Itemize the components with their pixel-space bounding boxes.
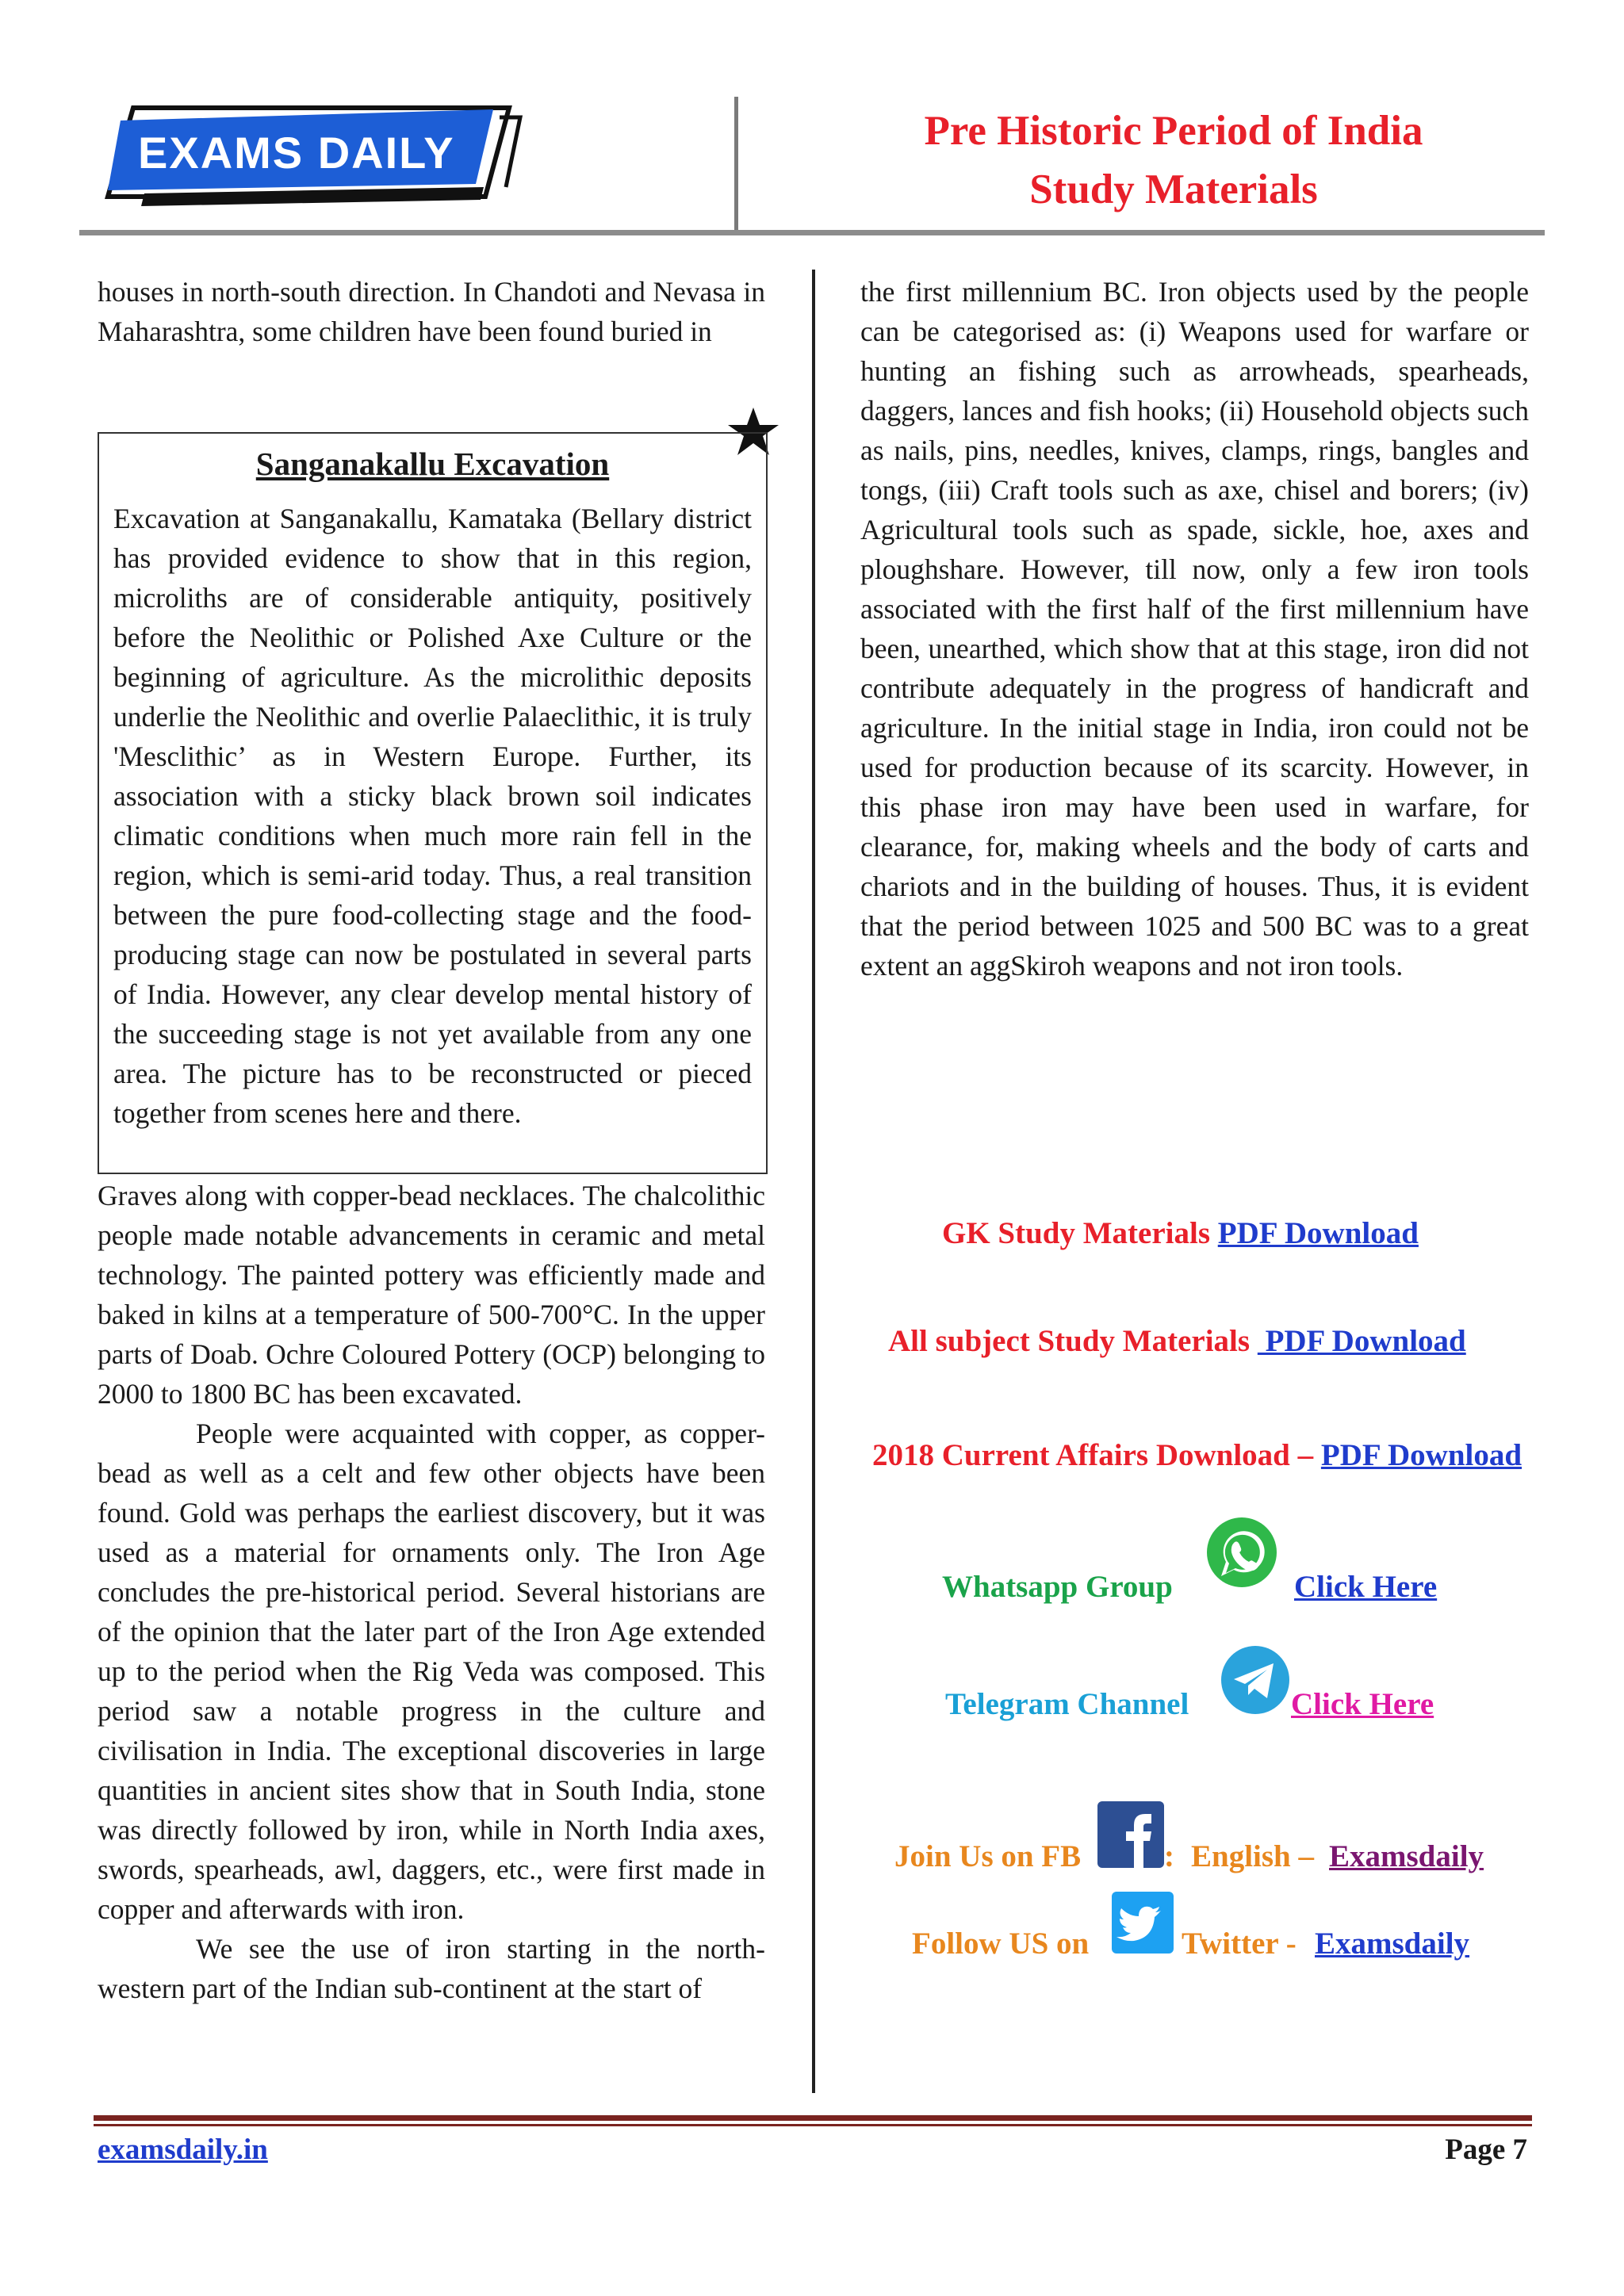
whatsapp-click-link[interactable]: Click Here [1294,1570,1438,1604]
exams-daily-logo[interactable] [97,100,525,217]
footer-site-link[interactable]: examsdaily.in [98,2133,268,2166]
title-line-2: Study Materials [1029,166,1318,212]
right-body [860,272,1529,985]
gk-pdf-link[interactable]: PDF Download [1217,1216,1419,1250]
twitter-icon[interactable] [1112,1892,1174,1954]
gk-label: GK Study Materials [942,1216,1210,1250]
left-paragraph-1: Graves along with copper-bead necklaces. The chalcolithic people made notable advancements in ceramic and metal technology. The painted pottery was efficiently made and baked in kilns at a temperature of 500-700°C. In the upper parts of Doab. Ochre Coloured Pottery (OCP) belonging to 2000 to 1800 BC has been excavated. [98,1180,765,1410]
all-subject-label: All subject Study Materials [888,1324,1251,1358]
left-intro [98,272,765,351]
all-subject-promo [888,1319,1466,1364]
column-divider [812,270,815,2093]
left-paragraph-3: We see the use of iron starting in the north-western part of the Indian sub-continent at the start of [98,1933,765,2004]
title-line-1: Pre Historic Period of India [924,108,1423,154]
footer-rule [94,2115,1532,2121]
telegram-link-wrap [1291,1682,1434,1727]
twitter-examsdaily-link[interactable]: Examsdaily [1315,1927,1470,1961]
left-paragraph-2: People were acquainted with copper, as copper-bead as well as a celt and few other objects have been found. Gold was perhaps the earliest discovery, but it was used as a material for ornaments only. The Iron Age concludes the pre-historical period. Several historians are of the opinion that the later part of the Iron Age extended up to the period when the Rig Veda was composed. This period saw a notable progress in the culture and civilisation in India. The exceptional discoveries in large quantities in ancient sites show that in South India, stone was directly followed by iron, while in North India axes, swords, spearheads, awl, daggers, etc., were first made in copper and afterwards with iron. [98,1418,765,1925]
logo-text: EXAMS DAILY [138,128,455,178]
footer-rule-thin [94,2124,1532,2126]
left-body [98,1176,765,2008]
twitter-link-wrap [1315,1922,1469,1966]
fb-examsdaily-link[interactable]: Examsdaily [1329,1839,1484,1873]
twitter-text: Twitter - [1182,1927,1297,1961]
gk-promo [942,1211,1419,1256]
header-rule [79,230,1545,235]
twitter-label: Follow US on [912,1927,1090,1961]
fb-english-label: English – [1191,1839,1314,1873]
telegram-icon[interactable] [1220,1644,1291,1716]
whatsapp-icon[interactable] [1205,1516,1278,1589]
fb-separator: : [1164,1839,1174,1873]
facebook-icon[interactable] [1097,1801,1164,1868]
whatsapp-link-wrap [1294,1565,1437,1609]
current-affairs-label: 2018 Current Affairs Download – [872,1438,1314,1472]
left-intro-text: houses in north-south direction. In Chandoti and Nevasa in Maharashtra, some children have been found buried in [98,276,765,347]
fb-link-wrap [1329,1835,1484,1879]
telegram-label: Telegram Channel [945,1687,1189,1721]
current-affairs-promo [872,1433,1522,1478]
whatsapp-label: Whatsapp Group [942,1570,1173,1604]
page-number: Page 7 [1445,2133,1527,2166]
current-affairs-pdf-link[interactable]: PDF Download [1320,1438,1522,1472]
sanganakallu-box [98,432,768,1174]
all-subject-pdf-link[interactable]: PDF Download [1257,1324,1466,1358]
box-body: Excavation at Sanganakallu, Kamataka (Bellary district has provided evidence to show that in this region, microliths are of considerable antiquity, positively before the Neolithic or Polished Axe Culture or the beginning of agriculture. As the microlithic deposits underlie the Neolithic and overlie Palaeclithic, it is truly 'Mesclithic’ as in Western Europe. Further, its association with a sticky black brown soil indicates climatic conditions when much more rain fell in the region, which is semi-arid today. Thus, a real transition between the pure food-collecting stage and the food-producing stage can now be postulated in several parts of India. However, any clear develop mental history of the succeeding stage is not yet available from any one area. The picture has to be reconstructed or pieced together from scenes here and there. [113,503,752,1129]
page-title [793,101,1554,219]
right-paragraph: the first millennium BC. Iron objects used by the people can be categorised as: (i) Weapons used for warfare or hunting an fishing such as arrowheads, spearheads, daggers, lances and fish hooks; (ii) Household objects such as nails, pins, needles, knives, clamps, rings, bangles and tongs, (iii) Craft tools such as axe, chisel and borers; (iv) Agricultural tools such as spade, sickle, hoe, axes and ploughshare. However, till now, only a few iron tools associated with the first half of the first millennium have been, unearthed, which show that at this stage, iron did not contribute adequately in the progress of handicraft and agriculture. In the initial stage in India, iron could not be used for production because of its scarcity. However, in this phase iron may have been used in warfare, for clearance, for, making wheels and the body of carts and chariots and in the building of houses. Thus, it is evident that the period between 1025 and 500 BC was to a great extent an aggSkiroh weapons and not iron tools. [860,276,1529,982]
header-divider [734,97,738,232]
fb-label: Join Us on FB [894,1839,1082,1873]
box-title: Sanganakallu Excavation [255,446,610,482]
telegram-click-link[interactable]: Click Here [1291,1687,1434,1721]
